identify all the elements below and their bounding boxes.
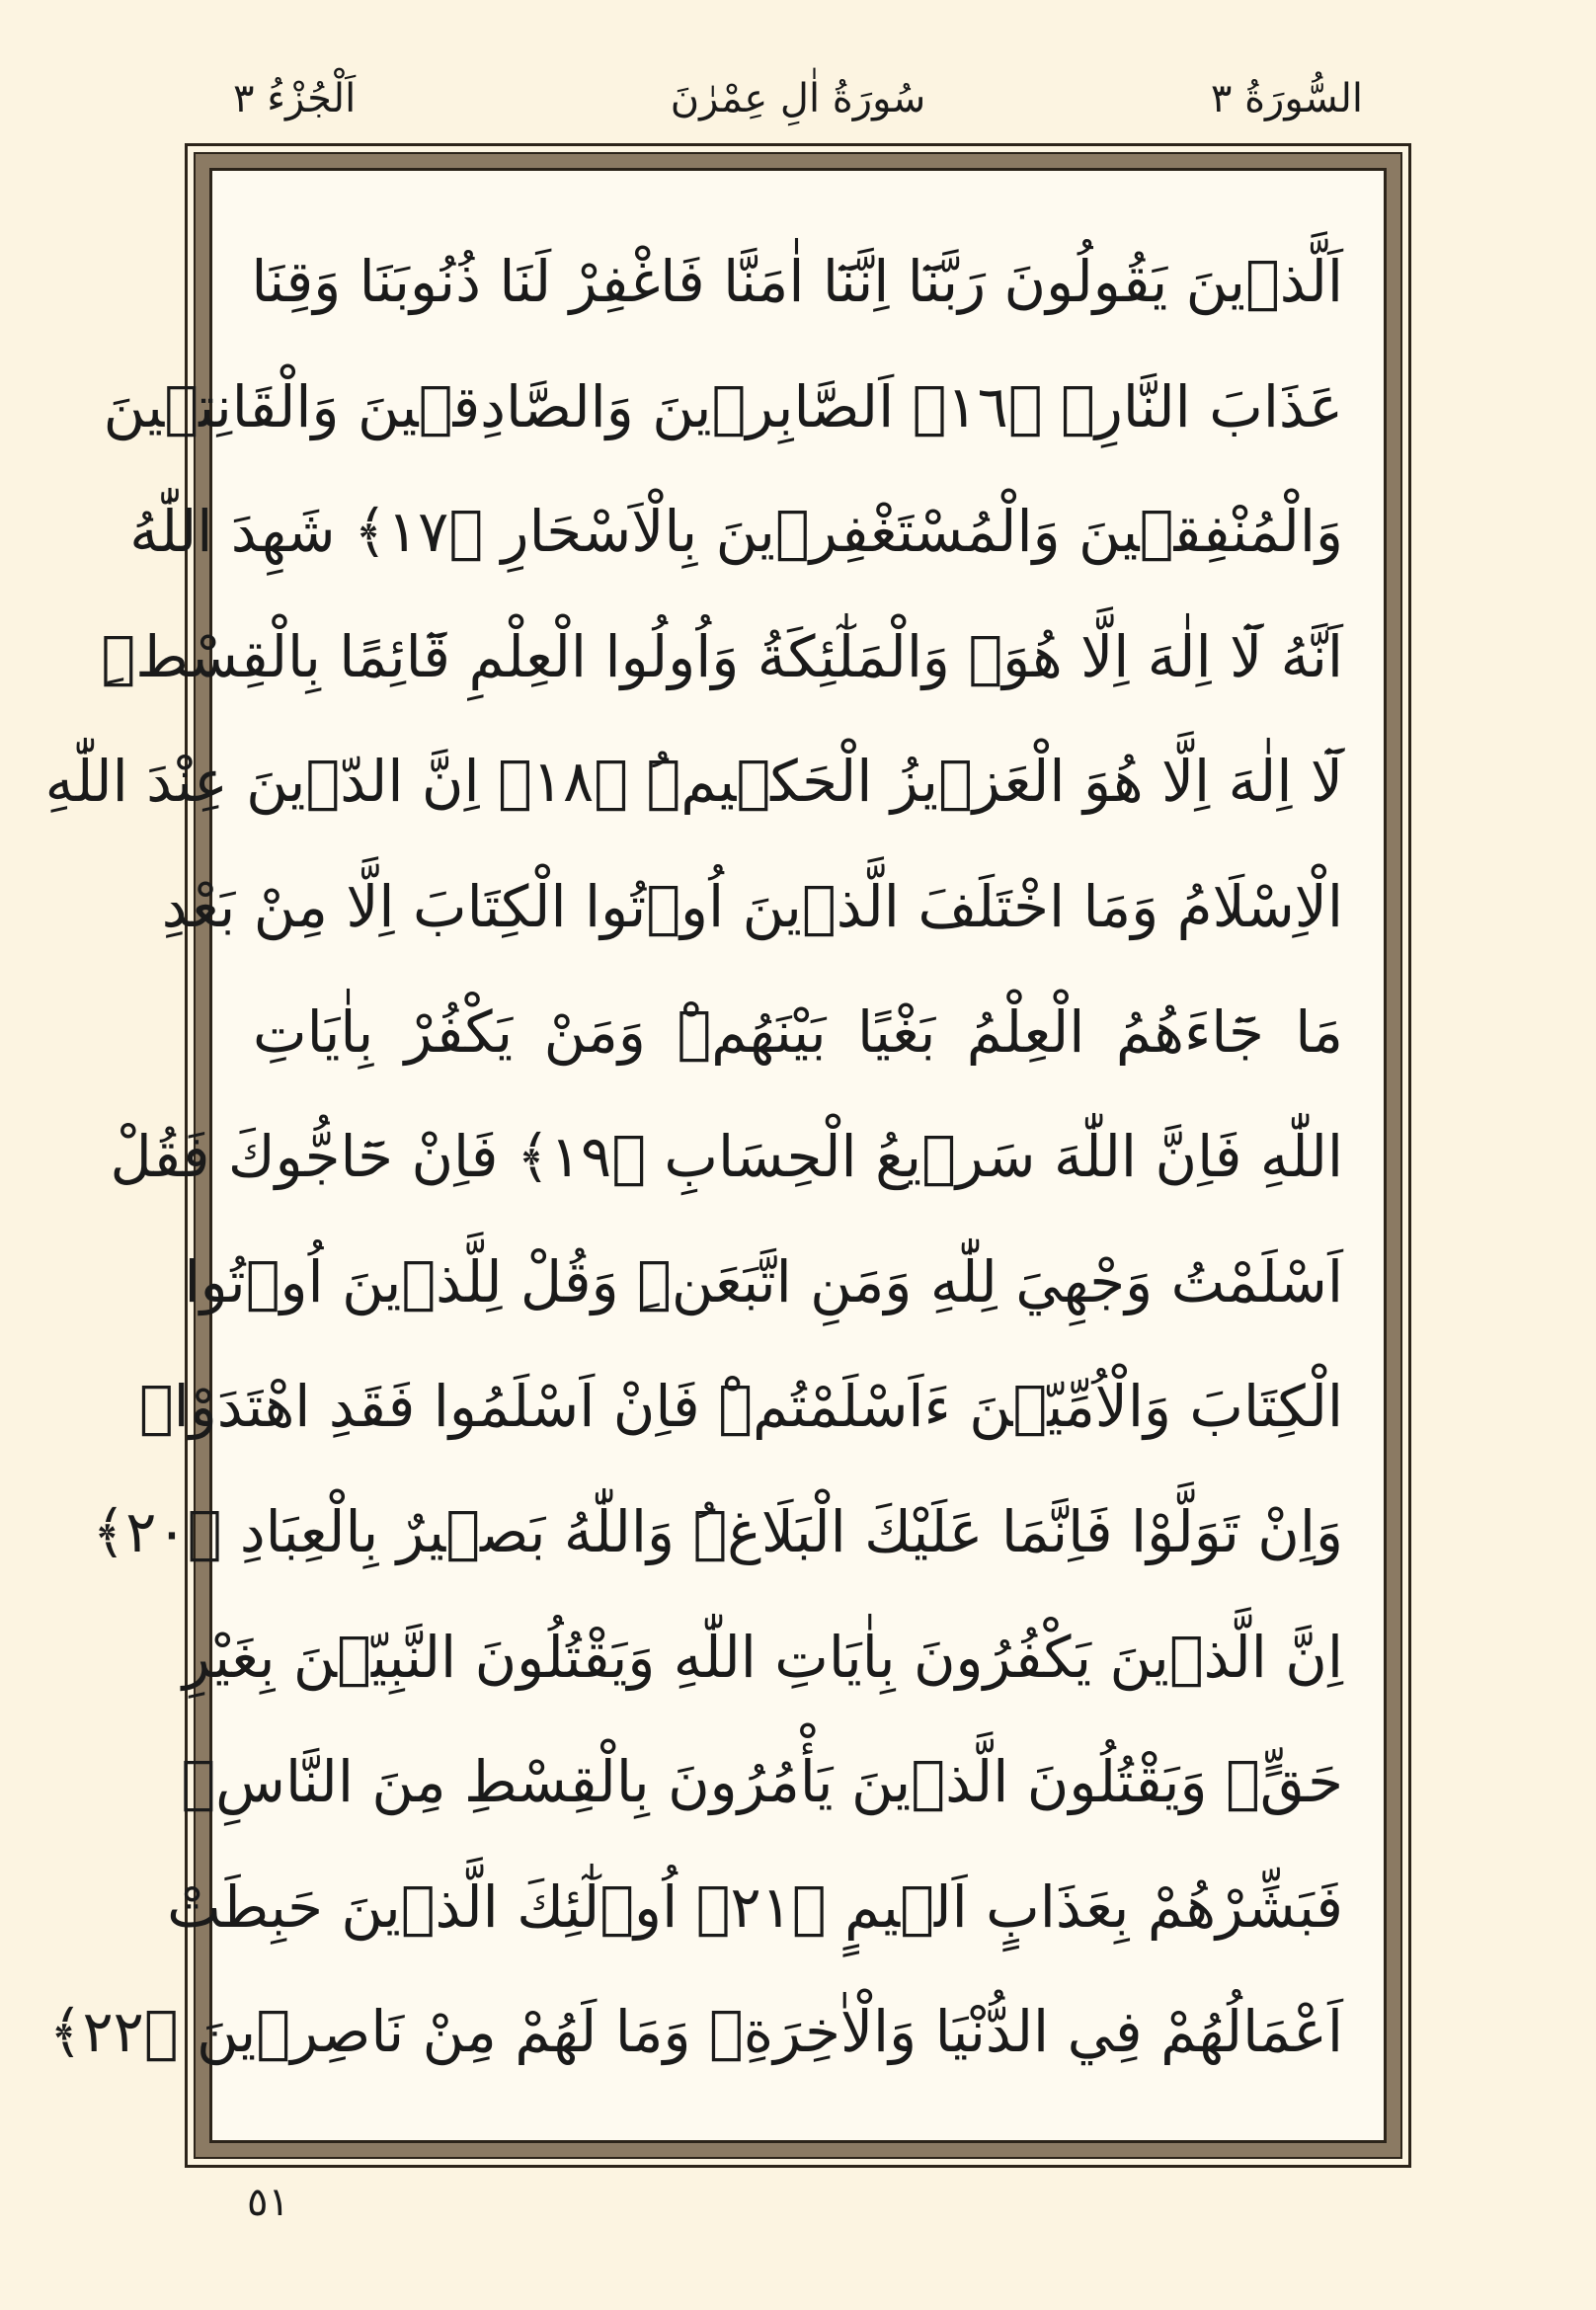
text-line-13: حَقٍّۙ وَيَقْتُلُونَ الَّذ۪ينَ يَأْمُرُونَ بِالْقِسْطِ مِنَ النَّاسِۙ (181, 1748, 1343, 1816)
page-number: ٥١ (247, 2180, 289, 2225)
text-line-14: فَبَشِّرْهُمْ بِعَذَابٍ اَل۪يمٍ ﴿٢١﴾ اُو۬لٰٓئِكَ الَّذ۪ينَ حَبِطَتْ (167, 1872, 1343, 1941)
text-line-5: لَٓا اِلٰهَ اِلَّا هُوَ الْعَز۪يزُ الْحَك۪يمُۜ ﴿١٨﴾ اِنَّ الدّ۪ينَ عِنْدَ اللّٰهِ (44, 748, 1343, 816)
text-line-12: اِنَّ الَّذ۪ينَ يَكْفُرُونَ بِاٰيَاتِ اللّٰهِ وَيَقْتُلُونَ النَّبِيّ۪نَ بِغَيْرِ (182, 1623, 1343, 1691)
surah-number-label: السُّورَةُ ٣ (1210, 76, 1363, 121)
text-line-4: اَنَّهُ لَٓا اِلٰهَ اِلَّا هُوَۙ وَالْمَلٰٓئِكَةُ وَاُولُوا الْعِلْمِ قَٓائِمًا بِالْقِسْطِۜ (101, 622, 1343, 690)
text-line-3: وَالْمُنْفِق۪ينَ وَالْمُسْتَغْفِر۪ينَ بِالْاَسْحَارِ ﴿١٧﴾ شَهِدَ اللّٰهُ (129, 498, 1343, 566)
text-line-6: الْاِسْلَامُ وَمَا اخْتَلَفَ الَّذ۪ينَ اُو۫تُوا الْكِتَابَ اِلَّا مِنْ بَعْدِ (161, 872, 1343, 940)
juz-label: اَلْجُزْءُ ٣ (233, 76, 357, 121)
text-line-10: الْكِتَابَ وَالْاُمِّيّ۪نَ ءَاَسْلَمْتُمْۜ فَاِنْ اَسْلَمُوا فَقَدِ اهْتَدَوْاۚ (138, 1373, 1343, 1441)
text-line-1: اَلَّذ۪ينَ يَقُولُونَ رَبَّنَٓا اِنَّنَٓا اٰمَنَّا فَاغْفِرْ لَنَا ذُنُوبَنَا وَقِنَا (251, 248, 1343, 315)
text-line-9: اَسْلَمْتُ وَجْهِيَ لِلّٰهِ وَمَنِ اتَّبَعَنِۜ وَقُلْ لِلَّذ۪ينَ اُو۫تُوا (184, 1247, 1343, 1315)
surah-name-title: سُورَةُ اٰلِ عِمْرٰنَ (670, 76, 926, 121)
text-line-11: وَاِنْ تَوَلَّوْا فَاِنَّمَا عَلَيْكَ الْبَلَاغُۜ وَاللّٰهُ بَص۪يرٌ بِالْعِبَادِ ﴿٢٠﴾ (92, 1497, 1343, 1565)
verse-text-block (44, 219, 1343, 2096)
text-line-2: عَذَابَ النَّارِۚ ﴿١٦﴾ اَلصَّابِر۪ينَ وَالصَّادِق۪ينَ وَالْقَانِت۪ينَ (103, 372, 1343, 440)
text-line-15: اَعْمَالُهُمْ فِي الدُّنْيَا وَالْاٰخِرَةِۘ وَمَا لَهُمْ مِنْ نَاصِر۪ينَ ﴿٢٢﴾ (48, 1998, 1343, 2066)
text-line-7: مَا جَٓاءَهُمُ الْعِلْمُ بَغْيًا بَيْنَهُمْۜ وَمَنْ يَكْفُرْ بِاٰيَاتِ (253, 997, 1343, 1066)
text-line-8: اللّٰهِ فَاِنَّ اللّٰهَ سَر۪يعُ الْحِسَابِ ﴿١٩﴾ فَاِنْ حَٓاجُّوكَ فَقُلْ (110, 1123, 1343, 1191)
